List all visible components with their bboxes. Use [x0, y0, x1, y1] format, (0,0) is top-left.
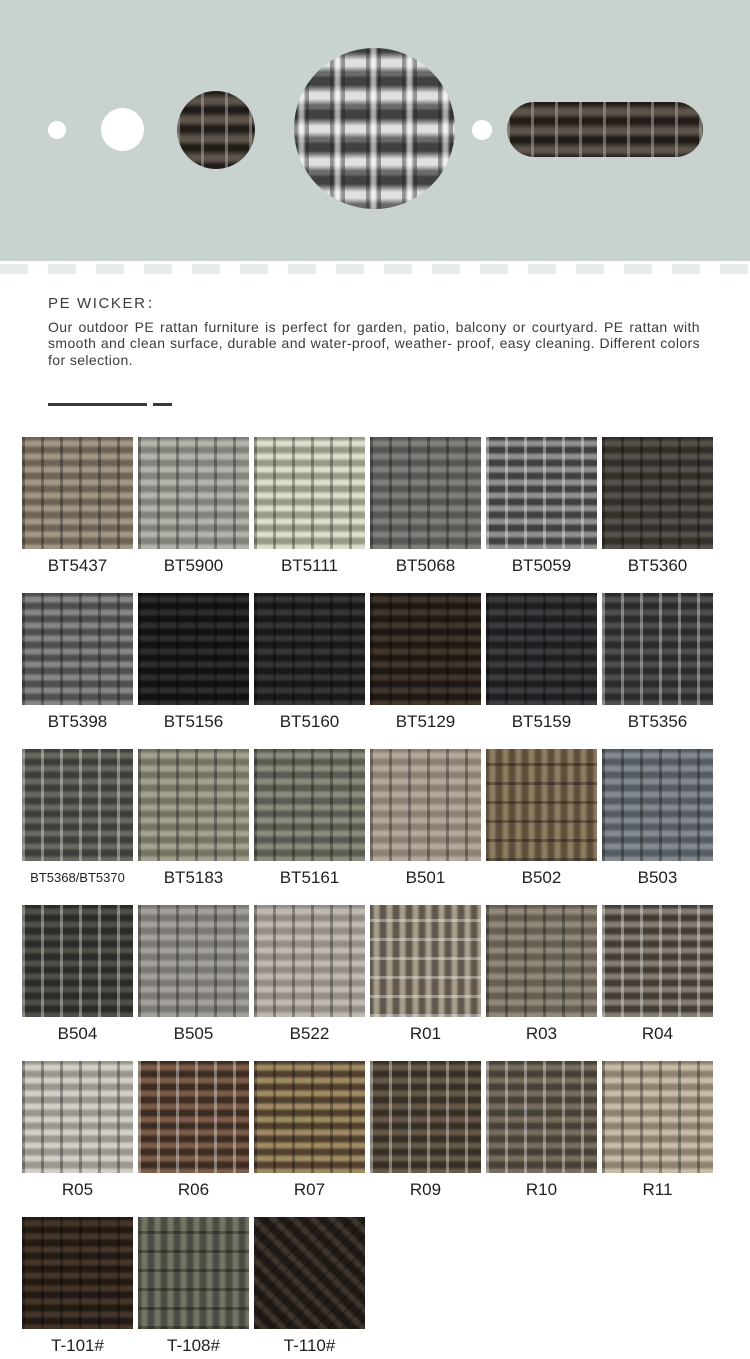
swatch-label: BT5156 — [163, 712, 224, 732]
swatch-label: B504 — [57, 1024, 98, 1044]
swatch-grid — [0, 437, 750, 1356]
swatch-image-bt5900 — [138, 437, 249, 549]
swatch-image-b522 — [254, 905, 365, 1017]
swatch-label: R06 — [177, 1180, 210, 1200]
swatch-label: BT5059 — [511, 556, 572, 576]
swatch-image-r11 — [602, 1061, 713, 1173]
swatch-label: R04 — [641, 1024, 674, 1044]
swatch-label: R05 — [61, 1180, 94, 1200]
swatch-image-bt5160 — [254, 593, 365, 705]
swatch-image-bt5156 — [138, 593, 249, 705]
accent-lines — [48, 403, 700, 406]
swatch-label: BT5129 — [395, 712, 456, 732]
swatch-cell — [138, 593, 249, 732]
swatch-cell — [254, 749, 365, 888]
swatch-cell — [138, 1061, 249, 1200]
swatch-label: R07 — [293, 1180, 326, 1200]
swatch-label: R10 — [525, 1180, 558, 1200]
swatch-cell — [486, 749, 597, 888]
swatch-row — [22, 1217, 750, 1356]
swatch-label: B502 — [521, 868, 562, 888]
swatch-label: R11 — [642, 1180, 673, 1200]
swatch-image-bt5356 — [602, 593, 713, 705]
swatch-label: BT5360 — [627, 556, 688, 576]
swatch-image-r01 — [370, 905, 481, 1017]
swatch-cell — [138, 437, 249, 576]
swatch-cell — [254, 1061, 365, 1200]
swatch-label: B501 — [405, 868, 446, 888]
swatch-cell — [22, 1217, 133, 1356]
swatch-cell — [22, 593, 133, 732]
swatch-label: T-110# — [283, 1336, 336, 1356]
swatch-label: BT5900 — [163, 556, 224, 576]
swatch-cell — [138, 1217, 249, 1356]
swatch-cell — [486, 905, 597, 1044]
swatch-cell — [22, 749, 133, 888]
swatch-label: R01 — [409, 1024, 442, 1044]
swatch-image-bt5368-bt5370 — [22, 749, 133, 861]
swatch-cell — [254, 593, 365, 732]
swatch-image-bt5111 — [254, 437, 365, 549]
swatch-image-t-110- — [254, 1217, 365, 1329]
white-dot-icon — [48, 121, 66, 139]
swatch-label: B503 — [637, 868, 678, 888]
swatch-label: BT5161 — [279, 868, 340, 888]
swatch-label: BT5159 — [511, 712, 572, 732]
wicker-circle-small-image — [177, 91, 255, 169]
swatch-image-bt5183 — [138, 749, 249, 861]
swatch-image-r04 — [602, 905, 713, 1017]
swatch-row — [22, 905, 750, 1044]
swatch-image-bt5437 — [22, 437, 133, 549]
swatch-image-t-101- — [22, 1217, 133, 1329]
swatch-cell — [254, 1217, 365, 1356]
swatch-cell — [486, 593, 597, 732]
swatch-label: T-101# — [51, 1336, 104, 1356]
swatch-label: BT5398 — [47, 712, 108, 732]
swatch-cell — [254, 437, 365, 576]
swatch-image-bt5159 — [486, 593, 597, 705]
swatch-image-b503 — [602, 749, 713, 861]
swatch-image-r07 — [254, 1061, 365, 1173]
swatch-cell — [138, 749, 249, 888]
swatch-image-b502 — [486, 749, 597, 861]
swatch-row — [22, 593, 750, 732]
swatch-label: B505 — [173, 1024, 214, 1044]
swatch-image-bt5360 — [602, 437, 713, 549]
swatch-cell — [602, 749, 713, 888]
white-dot-icon — [472, 120, 492, 140]
swatch-cell — [602, 593, 713, 732]
swatch-cell — [22, 437, 133, 576]
swatch-label: BT5068 — [395, 556, 456, 576]
swatch-cell — [602, 437, 713, 576]
swatch-image-r10 — [486, 1061, 597, 1173]
swatch-image-b504 — [22, 905, 133, 1017]
accent-line-short — [153, 403, 172, 406]
swatch-image-bt5129 — [370, 593, 481, 705]
swatch-cell — [370, 437, 481, 576]
hero-banner — [0, 0, 750, 261]
swatch-label: R09 — [409, 1180, 442, 1200]
swatch-row — [22, 1061, 750, 1200]
swatch-cell — [370, 905, 481, 1044]
swatch-cell — [370, 749, 481, 888]
swatch-label: BT5356 — [627, 712, 688, 732]
swatch-cell — [370, 593, 481, 732]
swatch-label: BT5111 — [280, 556, 339, 576]
swatch-image-bt5059 — [486, 437, 597, 549]
banner-edge-decoration — [0, 264, 750, 274]
wicker-circle-large-image — [294, 48, 455, 209]
swatch-label: BT5437 — [47, 556, 108, 576]
swatch-cell — [254, 905, 365, 1044]
swatch-cell — [22, 1061, 133, 1200]
swatch-label: BT5183 — [163, 868, 224, 888]
swatch-image-r03 — [486, 905, 597, 1017]
swatch-image-b501 — [370, 749, 481, 861]
swatch-row — [22, 437, 750, 576]
swatch-cell — [138, 905, 249, 1044]
swatch-label: BT5368/BT5370 — [30, 870, 125, 886]
section-description: Our outdoor PE rattan furniture is perfect for garden, patio, balcony or courtyard. PE rattan with smooth and clean surface, durable and water-proof, weather- proof, easy cleaning. Different colors for selection. — [48, 319, 700, 368]
accent-line-long — [48, 403, 147, 406]
swatch-image-bt5161 — [254, 749, 365, 861]
swatch-row — [22, 749, 750, 888]
section-title: PE WICKER： — [48, 295, 164, 312]
intro-section — [0, 274, 750, 406]
swatch-label: R03 — [525, 1024, 558, 1044]
wicker-pill-image — [507, 102, 703, 157]
swatch-cell — [486, 1061, 597, 1200]
white-dot-large-icon — [101, 108, 144, 151]
swatch-label: B522 — [289, 1024, 330, 1044]
swatch-cell — [486, 437, 597, 576]
swatch-image-b505 — [138, 905, 249, 1017]
swatch-label: T-108# — [167, 1336, 220, 1356]
swatch-label: BT5160 — [279, 712, 340, 732]
swatch-image-r09 — [370, 1061, 481, 1173]
swatch-image-t-108- — [138, 1217, 249, 1329]
swatch-image-r06 — [138, 1061, 249, 1173]
swatch-cell — [22, 905, 133, 1044]
swatch-image-bt5398 — [22, 593, 133, 705]
swatch-cell — [602, 1061, 713, 1200]
swatch-image-bt5068 — [370, 437, 481, 549]
swatch-cell — [602, 905, 713, 1044]
swatch-image-r05 — [22, 1061, 133, 1173]
swatch-cell — [370, 1061, 481, 1200]
